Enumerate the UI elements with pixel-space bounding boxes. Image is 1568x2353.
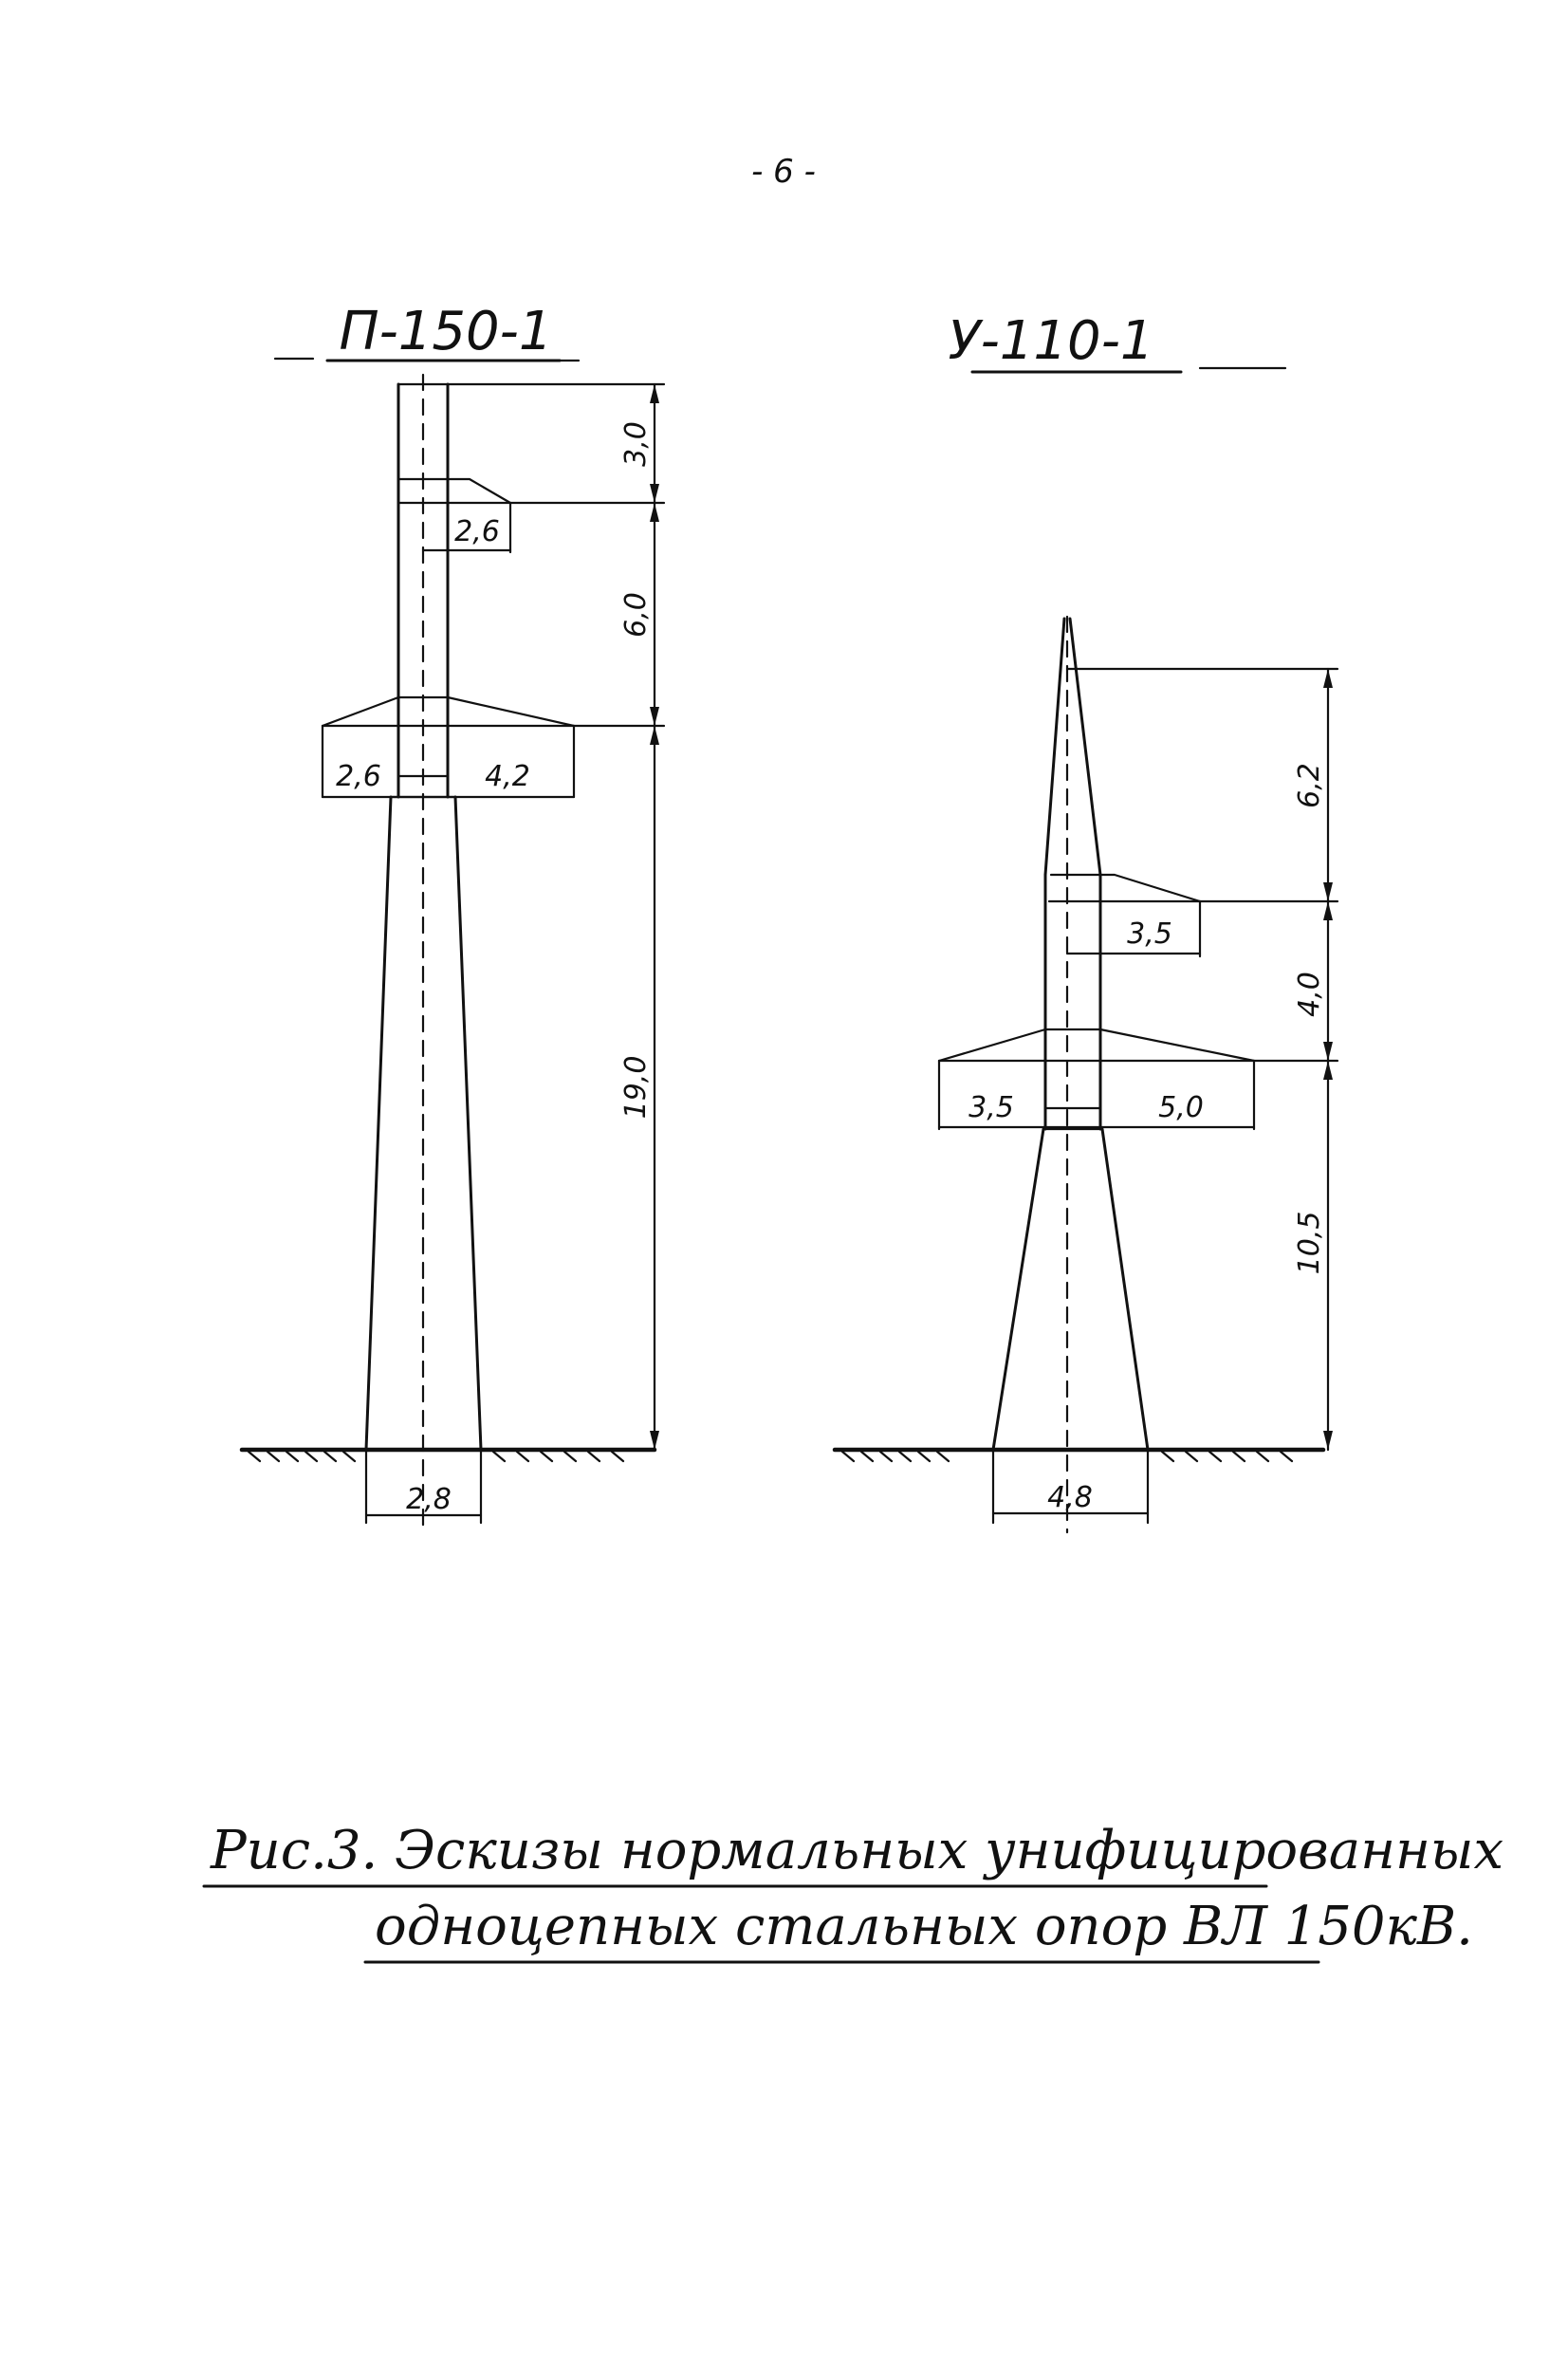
tower-right-top-section-dim: 6,2: [1293, 763, 1326, 808]
tower-left-arrow-ground: [650, 1431, 659, 1450]
tower-right-upper-right: [1070, 619, 1100, 875]
caption-line1: Рис.3. Эскизы нормальных унифицированных: [211, 1820, 1504, 1881]
tower-left-title: П-150-1: [339, 301, 553, 362]
tower-left: [242, 301, 664, 1532]
tower-left-arrow-upper-arm-b: [650, 503, 659, 522]
tower-right-arrow-upper-arm-a: [1323, 882, 1333, 901]
page-number: - 6 -: [751, 153, 816, 191]
tower-right-lower-arm-left-dim: 3,5: [968, 1091, 1014, 1124]
tower-right-lower-arm-slope: [939, 1029, 1254, 1061]
tower-right-lower-arm-right-dim: 5,0: [1158, 1091, 1204, 1124]
tower-right: [835, 310, 1337, 1532]
tower-right-upper-left: [1045, 619, 1064, 875]
tower-right-leg-right: [1102, 1129, 1148, 1450]
tower-left-arrow-top: [650, 384, 659, 403]
tower-left-arrow-upper-arm-a: [650, 484, 659, 503]
tower-left-upper-arm-slope: [448, 479, 510, 503]
tower-right-arrow-lower-arm-a: [1323, 1042, 1333, 1061]
tower-left-ground-hatch: [249, 1452, 623, 1461]
tower-left-leg-right: [455, 797, 481, 1450]
tower-right-lower-section-dim: 10,5: [1293, 1211, 1326, 1275]
caption-line2: одноцепных стальных опор ВЛ 150кВ.: [375, 1896, 1473, 1957]
tower-left-base-width: 2,8: [406, 1483, 452, 1516]
tower-right-arrow-ground: [1323, 1431, 1333, 1450]
tower-left-middle-section-dim: 6,0: [619, 592, 653, 638]
tower-left-leg-left: [366, 797, 391, 1450]
tower-left-lower-arm-left-dim: 2,6: [336, 760, 381, 793]
tower-right-upper-arm-dim: 3,5: [1127, 917, 1172, 951]
tower-left-upper-arm-dim: 2,6: [454, 515, 500, 548]
tower-left-arrow-lower-arm-b: [650, 726, 659, 745]
tower-right-upper-arm-slope: [1098, 875, 1200, 901]
tower-right-arrow-top: [1323, 669, 1333, 688]
tower-left-top-section-dim: 3,0: [619, 421, 653, 467]
tower-right-arrow-lower-arm-b: [1323, 1061, 1333, 1080]
tower-left-arrow-lower-arm-a: [650, 707, 659, 726]
tower-right-base-width: 4,8: [1047, 1481, 1093, 1514]
tower-left-lower-section-dim: 19,0: [619, 1055, 653, 1120]
tower-right-title: У-110-1: [948, 310, 1154, 372]
tower-right-middle-section-dim: 4,0: [1293, 972, 1326, 1017]
tower-right-arrow-upper-arm-b: [1323, 901, 1333, 920]
tower-right-leg-left: [993, 1129, 1043, 1450]
tower-left-lower-arm-right-dim: 4,2: [485, 760, 530, 793]
